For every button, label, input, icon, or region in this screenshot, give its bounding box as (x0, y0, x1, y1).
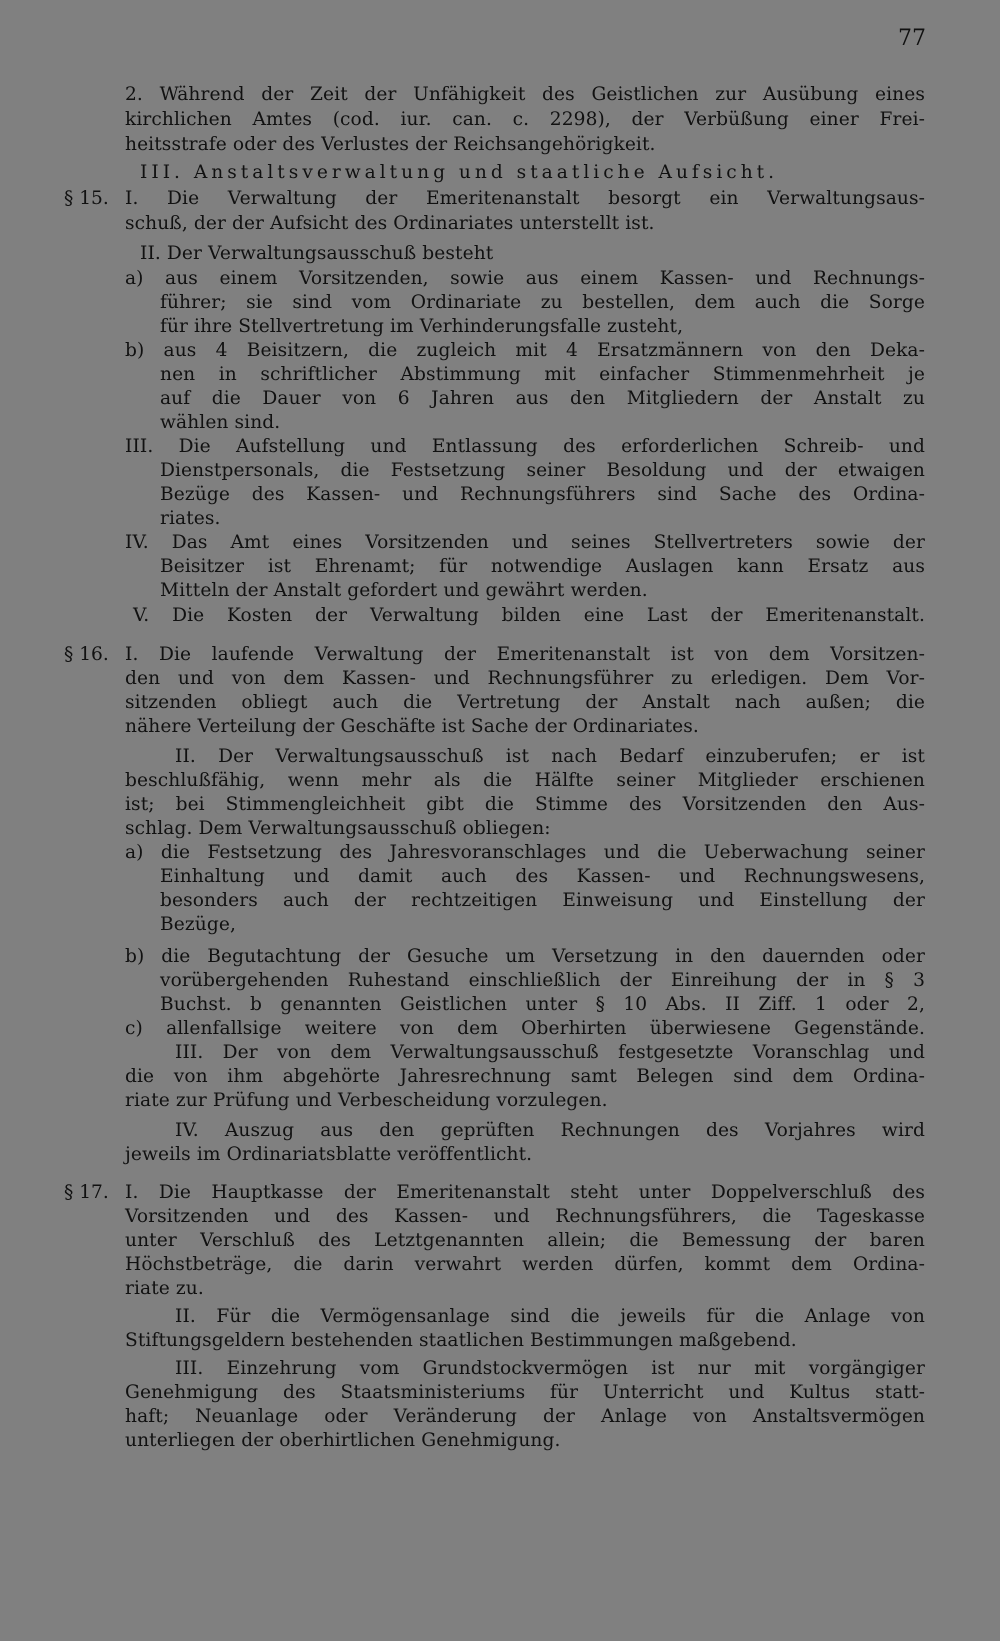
text-line: Genehmigung des Staatsministeriums für Unterricht und Kultus statt- (125, 1382, 925, 1403)
text-line: III. Der von dem Verwaltungsausschuß festgesetzte Voranschlag und (175, 1042, 925, 1063)
text-line: I. Die Hauptkasse der Emeritenanstalt steht unter Doppelverschluß des (125, 1182, 925, 1203)
text-line: b) aus 4 Beisitzern, die zugleich mit 4 Ersatzmännern von den Deka- (125, 340, 925, 361)
text-line: nähere Verteilung der Geschäfte ist Sache der Ordinariates. (125, 716, 699, 737)
text-line: Mitteln der Anstalt gefordert und gewährt werden. (160, 580, 648, 601)
section-marker: § 15. (64, 188, 109, 209)
text-line: die von ihm abgehörte Jahresrechnung samt Belegen sind dem Ordina- (125, 1066, 925, 1087)
text-line: Beisitzer ist Ehrenamt; für notwendige Auslagen kann Ersatz aus (160, 556, 925, 577)
text-line: Höchstbeträge, die darin verwahrt werden dürfen, kommt dem Ordina- (125, 1254, 925, 1275)
text-line: unterliegen der oberhirtlichen Genehmigung. (125, 1430, 561, 1451)
text-line: II. Für die Vermögensanlage sind die jeweils für die Anlage von (175, 1306, 925, 1327)
text-line: a) aus einem Vorsitzenden, sowie aus einem Kassen- und Rechnungs- (125, 268, 925, 289)
text-line: Vorsitzenden und des Kassen- und Rechnungsführers, die Tageskasse (125, 1206, 925, 1227)
text-line: Dienstpersonals, die Festsetzung seiner Besoldung und der etwaigen (160, 460, 925, 481)
text-line: besonders auch der rechtzeitigen Einweisung und Einstellung der (160, 890, 925, 911)
text-line: haft; Neuanlage oder Veränderung der Anlage von Anstaltsvermögen (125, 1406, 925, 1427)
text-line: auf die Dauer von 6 Jahren aus den Mitgliedern der Anstalt zu (160, 388, 925, 409)
text-line: Bezüge des Kassen- und Rechnungsführers sind Sache des Ordina- (160, 484, 925, 505)
text-line: beschlußfähig, wenn mehr als die Hälfte seiner Mitglieder erschienen (125, 770, 925, 791)
section-marker: § 16. (64, 644, 109, 665)
text-line: schuß, der der Aufsicht des Ordinariates unterstellt ist. (125, 213, 655, 234)
text-line: IV. Das Amt eines Vorsitzenden und seines Stellvertreters sowie der (125, 532, 925, 553)
text-line: c) allenfallsige weitere von dem Oberhirten überwiesene Gegenstände. (125, 1018, 925, 1039)
text-line: heitsstrafe oder des Verlustes der Reichsangehörigkeit. (125, 134, 656, 155)
text-line: wählen sind. (160, 412, 281, 433)
text-line: II. Der Verwaltungsausschuß ist nach Bedarf einzuberufen; er ist (175, 746, 925, 767)
text-line: b) die Begutachtung der Gesuche um Versetzung in den dauernden oder (125, 946, 925, 967)
text-line: für ihre Stellvertretung im Verhinderungsfalle zusteht, (160, 316, 684, 337)
text-line: Buchst. b genannten Geistlichen unter § 10 Abs. II Ziff. 1 oder 2, (160, 994, 925, 1015)
section-marker: § 17. (64, 1182, 109, 1203)
text-line: führer; sie sind vom Ordinariate zu bestellen, dem auch die Sorge (160, 292, 925, 313)
page-number: 77 (898, 26, 926, 51)
text-line: Stiftungsgeldern bestehenden staatlichen Bestimmungen maßgebend. (125, 1330, 797, 1351)
text-line: nen in schriftlicher Abstimmung mit einfacher Stimmenmehrheit je (160, 364, 925, 385)
text-line: 2. Während der Zeit der Unfähigkeit des Geistlichen zur Ausübung eines (125, 84, 925, 105)
text-line: unter Verschluß des Letztgenannten allein; die Bemessung der baren (125, 1230, 925, 1251)
text-line: schlag. Dem Verwaltungsausschuß obliegen: (125, 818, 551, 839)
text-line: riate zu. (125, 1278, 204, 1299)
text-line: ist; bei Stimmengleichheit gibt die Stimme des Vorsitzenden den Aus- (125, 794, 925, 815)
text-line: III. Die Aufstellung und Entlassung des erforderlichen Schreib- und (125, 436, 925, 457)
text-line: Einhaltung und damit auch des Kassen- und Rechnungswesens, (160, 866, 925, 887)
text-line: jeweils im Ordinariatsblatte veröffentlicht. (125, 1144, 533, 1165)
text-line: a) die Festsetzung des Jahresvoranschlages und die Ueberwachung seiner (125, 842, 925, 863)
text-line: riate zur Prüfung und Verbescheidung vorzulegen. (125, 1090, 608, 1111)
text-line: III. Einzehrung vom Grundstockvermögen ist nur mit vorgängiger (175, 1358, 925, 1379)
text-line: den und von dem Kassen- und Rechnungsführer zu erledigen. Dem Vor- (125, 668, 925, 689)
text-line: kirchlichen Amtes (cod. iur. can. c. 2298), der Verbüßung einer Frei- (125, 109, 925, 130)
text-line: I. Die Verwaltung der Emeritenanstalt besorgt ein Verwaltungsaus- (125, 188, 925, 209)
text-line: vorübergehenden Ruhestand einschließlich der Einreihung der in § 3 (160, 970, 925, 991)
text-line: riates. (160, 508, 221, 529)
text-line: IV. Auszug aus den geprüften Rechnungen des Vorjahres wird (175, 1120, 925, 1141)
text-line: II. Der Verwaltungsausschuß besteht (140, 243, 494, 264)
text-line: III. Anstaltsverwaltung und staatliche Aufsicht. (140, 162, 779, 183)
text-line: Bezüge, (160, 914, 236, 935)
text-line: sitzenden obliegt auch die Vertretung der Anstalt nach außen; die (125, 692, 925, 713)
text-line: I. Die laufende Verwaltung der Emeritenanstalt ist von dem Vorsitzen- (125, 644, 925, 665)
text-line: V. Die Kosten der Verwaltung bilden eine Last der Emeritenanstalt. (133, 605, 925, 626)
